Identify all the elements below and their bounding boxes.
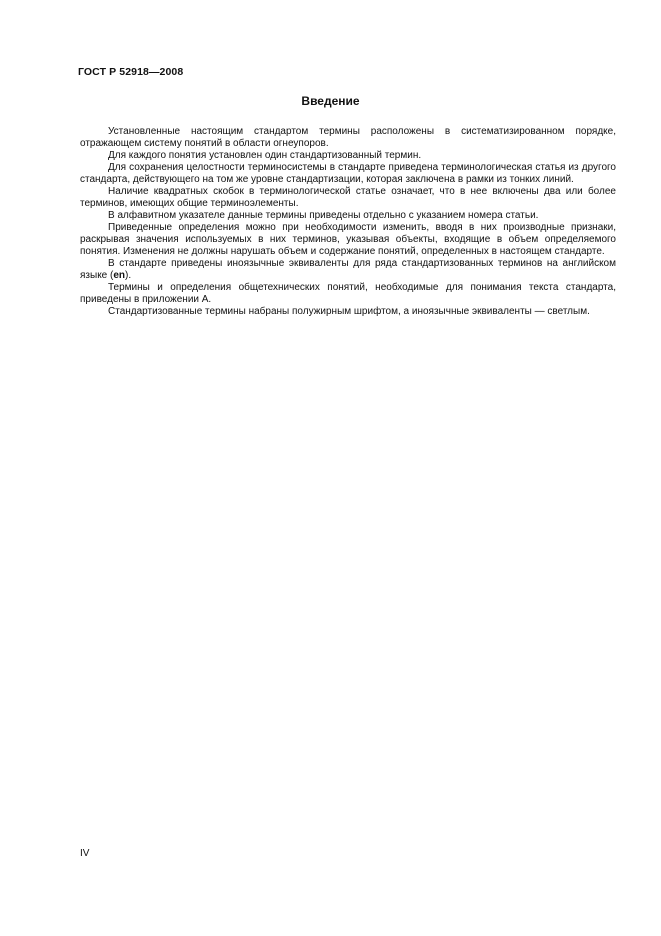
paragraph: Для сохранения целостности терминосистемы в стандарте приведена терминологическая статья из другого стандарта, действующего на том же уровне стандартизации, которая заключена в рамки из тонких линий. [80,162,616,185]
paragraph: В алфавитном указателе данные термины приведены отдельно с указанием номера статьи. [108,210,539,221]
section-title: Введение [301,94,360,108]
paragraph: Наличие квадратных скобок в терминологической статье означает, что в нее включены два или более терминов, имеющих общие терминоэлементы. [80,186,616,209]
paragraph-english-equivalents [80,258,616,282]
paragraph: Приведенные определения можно при необходимости изменить, вводя в них производные признаки, раскрывая значения используемых в них терминов, указывая объекты, входящие в объем определяемого понятия. Изменения не должны нарушать объем и содержание понятий, определенных в настоящем стандарте. [80,222,616,257]
paragraph-text: В стандарте приведены иноязычные эквиваленты для ряда стандартизованных терминов на английском языке ( [80,258,616,281]
language-code: en [113,270,126,281]
paragraph: Установленные настоящим стандартом термины расположены в систематизированном порядке, отражающем систему понятий в области огнеупоров. [80,126,616,149]
paragraph: Для каждого понятия установлен один стандартизованный термин. [108,150,422,161]
document-body [80,126,616,318]
paragraph-suffix: ). [125,270,132,281]
paragraph: Стандартизованные термины набраны полужирным шрифтом, а иноязычные эквиваленты — светлым. [108,306,590,317]
document-header: ГОСТ Р 52918—2008 [78,66,184,78]
page-number: IV [80,848,90,859]
paragraph: Термины и определения общетехнических понятий, необходимые для понимания текста стандарта, приведены в приложении А. [80,282,616,305]
